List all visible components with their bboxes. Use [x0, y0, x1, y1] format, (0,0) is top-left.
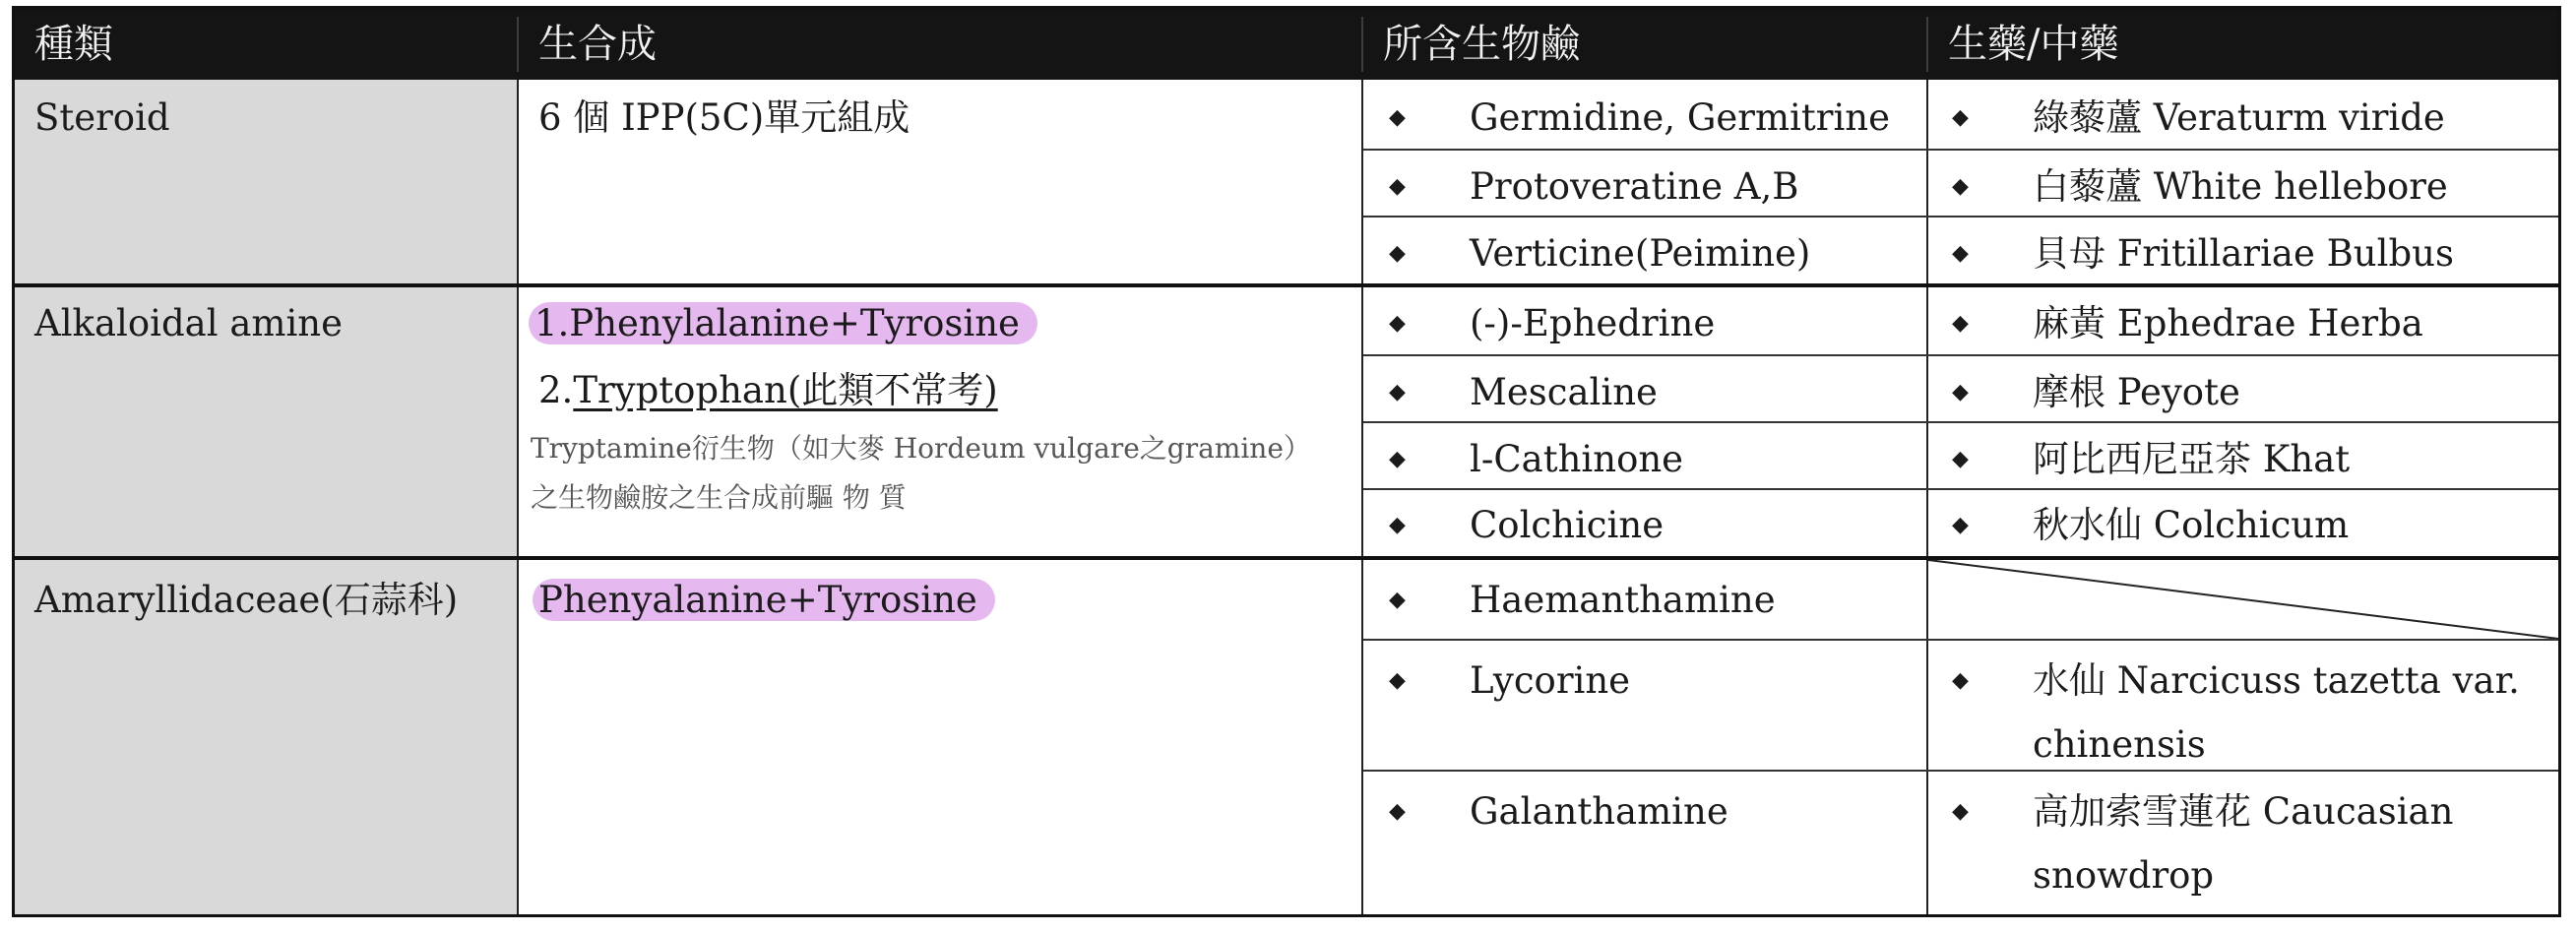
alkaloid-table — [12, 6, 2561, 917]
alkaloid-name: Haemanthamine — [1470, 579, 1776, 621]
bullet-icon: ◆ — [1952, 447, 1969, 471]
bullet-icon: ◆ — [1389, 588, 1406, 612]
empty-cell-diagonal — [1928, 560, 2558, 639]
bullet-icon: ◆ — [1389, 513, 1406, 537]
alkaloid-name: Colchicine — [1470, 504, 1665, 546]
subrow-divider — [1363, 149, 2558, 151]
bullet-icon: ◆ — [1389, 105, 1406, 130]
subrow-divider — [1363, 354, 2558, 356]
drug-name: 白藜蘆 White hellebore — [2033, 165, 2448, 208]
drug-name: 貝母 Fritillariae Bulbus — [2033, 232, 2454, 275]
column-divider — [517, 80, 519, 914]
bullet-icon: ◆ — [1952, 105, 1969, 130]
subrow-divider — [1363, 488, 2558, 490]
drug-name: 麻黃 Ephedrae Herba — [2033, 302, 2423, 344]
item-number: 2. — [538, 369, 574, 411]
drug-name: 高加索雪蓮花 Caucasian — [2033, 790, 2454, 833]
drug-name-continued: snowdrop — [2033, 854, 2215, 897]
subrow-divider — [1363, 216, 2558, 218]
bullet-icon: ◆ — [1389, 447, 1406, 471]
column-divider — [1361, 80, 1363, 914]
column-divider — [1926, 80, 1928, 914]
drug-name: 綠藜蘆 Veraturm viride — [2033, 96, 2445, 139]
highlighted-precursor: 1.Phenylalanine+Tyrosine — [529, 302, 1037, 344]
bullet-icon: ◆ — [1952, 174, 1969, 199]
drug-name-continued: chinensis — [2033, 723, 2206, 766]
alkaloid-name: Protoveratine A,B — [1470, 165, 1799, 208]
bullet-icon: ◆ — [1389, 799, 1406, 824]
header-drugs: 生藥/中藥 — [1948, 22, 2119, 67]
biosynthesis-item — [538, 367, 998, 414]
header-type: 種類 — [34, 22, 113, 67]
row-type: Alkaloidal amine — [34, 302, 344, 344]
bullet-icon: ◆ — [1389, 311, 1406, 336]
bullet-icon: ◆ — [1389, 380, 1406, 404]
highlighted-precursor: Phenyalanine+Tyrosine — [533, 579, 995, 621]
biosynthesis-note: Tryptamine衍生物（如大麥 Hordeum vulgare之gramine） — [531, 432, 1311, 465]
header-biosynthesis: 生合成 — [538, 22, 657, 67]
subrow-divider — [1363, 770, 2558, 772]
biosynthesis-note: 之生物鹼胺之生合成前驅 物 質 — [531, 481, 907, 514]
row-type: Steroid — [34, 96, 170, 139]
subrow-divider — [1363, 639, 2558, 641]
type-column-background — [15, 80, 517, 914]
subrow-divider — [1363, 421, 2558, 423]
row-divider — [15, 283, 2558, 287]
drug-name: 阿比西尼亞茶 Khat — [2033, 438, 2351, 480]
header-alkaloids: 所含生物鹼 — [1383, 22, 1580, 67]
underlined-precursor: Tryptophan(此類不常考) — [573, 369, 998, 411]
bullet-icon: ◆ — [1952, 668, 1969, 693]
drug-name: 水仙 Narcicuss tazetta var. — [2033, 659, 2520, 702]
alkaloid-name: l-Cathinone — [1470, 438, 1684, 480]
bullet-icon: ◆ — [1389, 668, 1406, 693]
bullet-icon: ◆ — [1952, 799, 1969, 824]
table-header — [15, 9, 2558, 80]
bullet-icon: ◆ — [1952, 380, 1969, 404]
alkaloid-name: Mescaline — [1470, 371, 1658, 413]
row-type: Amaryllidaceae(石蒜科) — [34, 579, 459, 621]
bullet-icon: ◆ — [1952, 241, 1969, 266]
alkaloid-name: Lycorine — [1470, 659, 1631, 702]
bullet-icon: ◆ — [1389, 241, 1406, 266]
drug-name: 秋水仙 Colchicum — [2033, 504, 2350, 546]
biosynthesis-item — [529, 300, 1037, 347]
alkaloid-name: Verticine(Peimine) — [1470, 232, 1811, 275]
drug-name: 摩根 Peyote — [2033, 371, 2240, 413]
biosynthesis-text: 6 個 IPP(5C)單元組成 — [538, 96, 911, 139]
bullet-icon: ◆ — [1952, 311, 1969, 336]
alkaloid-name: (-)-Ephedrine — [1470, 302, 1716, 344]
alkaloid-name: Galanthamine — [1470, 790, 1728, 833]
bullet-icon: ◆ — [1389, 174, 1406, 199]
bullet-icon: ◆ — [1952, 513, 1969, 537]
alkaloid-name: Germidine, Germitrine — [1470, 96, 1890, 139]
biosynthesis-item — [533, 577, 995, 624]
